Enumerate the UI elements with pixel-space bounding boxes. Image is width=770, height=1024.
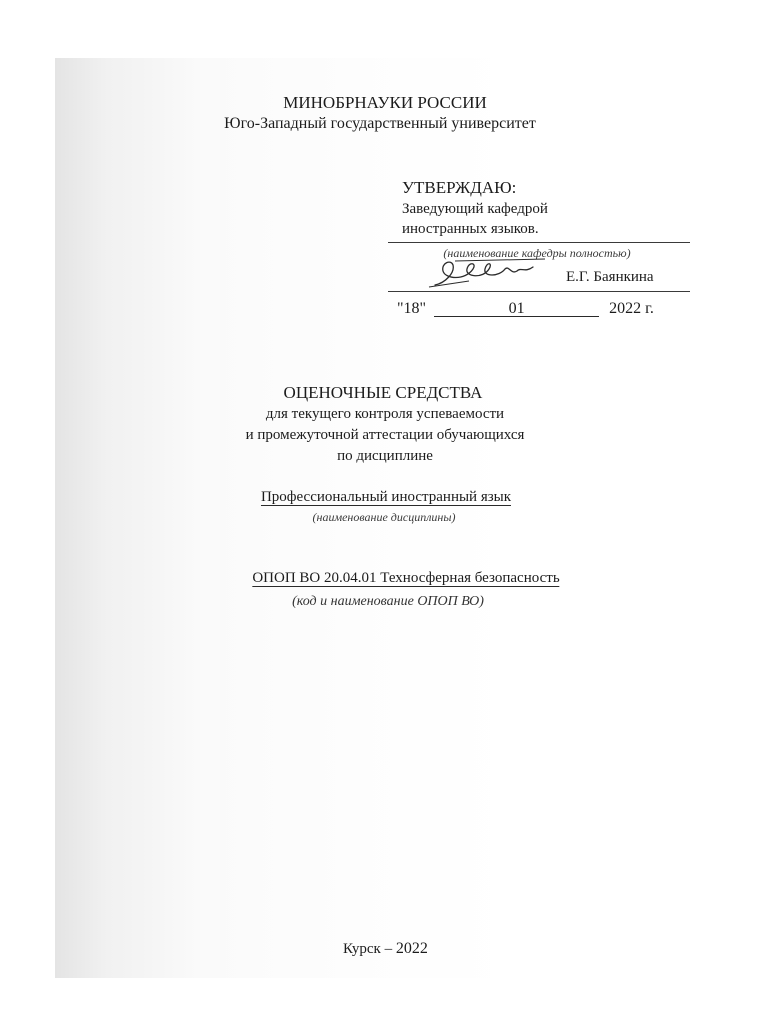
position-line-1: Заведующий кафедрой	[402, 201, 548, 217]
footer-city: Курск –	[343, 941, 393, 957]
date-year: 2022 г.	[609, 300, 654, 317]
ministry-heading: МИНОБРНАУКИ РОССИИ	[283, 93, 487, 112]
date-day: "18"	[397, 300, 427, 317]
document-title: ОЦЕНОЧНЫЕ СРЕДСТВА	[283, 383, 483, 402]
signer-name: Е.Г. Баянкина	[566, 269, 654, 285]
department-line	[388, 242, 690, 243]
approval-date	[397, 300, 654, 318]
department-caption: (наименование кафедры полностью)	[443, 246, 631, 260]
program-name: ОПОП ВО 20.04.01 Техносферная безопасность	[252, 570, 560, 586]
title-line-3: и промежуточной аттестации обучающихся	[245, 427, 525, 443]
approve-label: УТВЕРЖДАЮ:	[402, 178, 517, 197]
footer-city-year	[343, 940, 428, 958]
title-line-4: по дисциплине	[337, 448, 433, 464]
signature-image	[425, 255, 555, 291]
footer-year: 2022	[395, 940, 428, 957]
title-line-2: для текущего контроля успеваемости	[265, 406, 505, 422]
university-name: Юго-Западный государственный университет	[224, 115, 536, 132]
discipline-name: Профессиональный иностранный язык	[260, 489, 512, 505]
date-month: 01	[434, 301, 599, 317]
position-line-2: иностранных языков.	[402, 221, 539, 237]
signature-line	[388, 291, 690, 292]
program-caption: (код и наименование ОПОП ВО)	[292, 594, 484, 609]
discipline-caption: (наименование дисциплины)	[312, 510, 456, 524]
